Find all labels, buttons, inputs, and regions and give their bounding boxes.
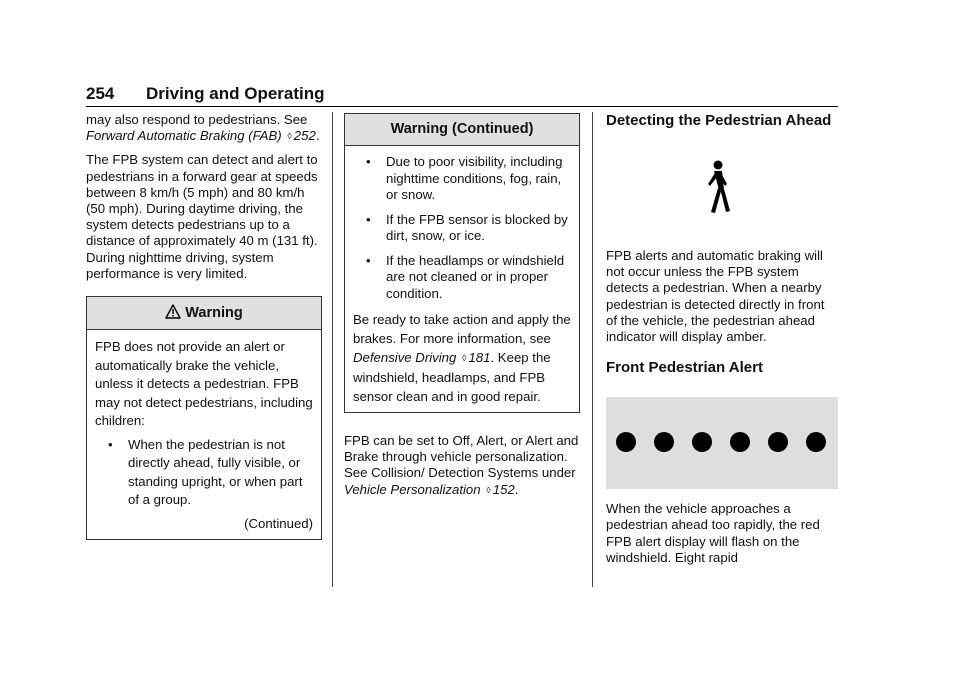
warning-text-a: Be ready to take action and apply the brakes. For more information, see bbox=[353, 312, 571, 346]
warning-text: FPB does not provide an alert or automatically brake the vehicle, unless it detects a pedestrian. FPB may not detect pedestrians, including children: bbox=[95, 339, 313, 429]
page-number: 254 bbox=[86, 84, 115, 103]
warning-triangle-icon bbox=[165, 304, 181, 319]
bullet-icon: • bbox=[366, 154, 371, 169]
warning-continued-box bbox=[344, 113, 580, 413]
intro-paragraph bbox=[86, 112, 322, 144]
alert-dot bbox=[768, 432, 788, 452]
xref-page-vehicle-personalization[interactable]: 152 bbox=[492, 481, 515, 497]
list-item bbox=[95, 436, 313, 510]
personalization-end: . bbox=[514, 481, 519, 497]
intro-end: . bbox=[315, 128, 320, 144]
xref-link-vehicle-personalization[interactable]: Vehicle Personalization bbox=[344, 481, 481, 497]
list-item bbox=[353, 212, 571, 245]
xref-arrow-icon: ◊ bbox=[287, 131, 292, 142]
bullet-icon: • bbox=[366, 252, 371, 268]
alert-dots-icon bbox=[606, 397, 838, 489]
xref-page-defensive-driving[interactable]: 181 bbox=[468, 350, 491, 365]
bullet-text: Due to poor visibility, including nighttime conditions, fog, rain, or snow. bbox=[386, 154, 563, 202]
warning-text-b: . Keep the windshield, headlamps, and FPB sensor clean and in good repair. bbox=[353, 350, 551, 404]
list-item bbox=[353, 253, 571, 303]
page-header bbox=[86, 84, 838, 107]
warning-continued-header: Warning (Continued) bbox=[345, 114, 579, 146]
detecting-paragraph: FPB alerts and automatic braking will not occur unless the FPB system detects a pedestrian. When a nearby pedestrian is detected directly in front of the vehicle, the pedestrian ahead indicator will display amber. bbox=[606, 248, 825, 345]
personalization-paragraph bbox=[344, 433, 580, 498]
bullet-text: If the headlamps or windshield are not cleaned or in proper condition. bbox=[386, 252, 565, 301]
warning-continued-text bbox=[353, 310, 571, 406]
bullet-icon: • bbox=[108, 436, 113, 452]
bullet-text: If the FPB sensor is blocked by dirt, snow, or ice. bbox=[386, 211, 568, 243]
xref-arrow-icon: ◊ bbox=[462, 353, 467, 363]
xref-page-fab[interactable]: 252 bbox=[293, 128, 316, 144]
alert-dot bbox=[692, 432, 712, 452]
alert-dot bbox=[616, 432, 636, 452]
warning-header bbox=[87, 297, 321, 330]
warning-bullet-list bbox=[353, 154, 571, 302]
column-2 bbox=[344, 113, 580, 506]
column-1 bbox=[86, 112, 322, 540]
speed-range-paragraph: The FPB system can detect and alert to pedestrians in a forward gear at speeds between 8 km/h (5 mph) and 80 km/h (50 mph). During daytime driving, the system detects pedestrians up to a distance of approximately 40 m (131 ft). During nighttime driving, system performance is very limited. bbox=[86, 152, 318, 281]
xref-arrow-icon: ◊ bbox=[486, 484, 491, 495]
alert-dot bbox=[806, 432, 826, 452]
section-title-detecting-pedestrian: Detecting the Pedestrian Ahead bbox=[606, 112, 832, 129]
page-heading: Driving and Operating bbox=[146, 84, 325, 103]
pedestrian-icon bbox=[697, 160, 737, 216]
warning-title: Warning bbox=[185, 305, 243, 322]
section-title-front-pedestrian-alert: Front Pedestrian Alert bbox=[606, 359, 763, 377]
warning-bullet-list bbox=[95, 436, 313, 510]
warning-body bbox=[87, 330, 321, 539]
warning-continued-body bbox=[345, 146, 579, 412]
intro-text: may also respond to pedestrians. See bbox=[86, 112, 308, 127]
xref-link-defensive-driving[interactable]: Defensive Driving bbox=[353, 350, 457, 365]
xref-link-fab[interactable]: Forward Automatic Braking (FAB) bbox=[86, 128, 282, 144]
personalization-text: FPB can be set to Off, Alert, or Alert and Brake through vehicle personalization. See Collision/ Detection Systems under bbox=[344, 433, 579, 481]
column-3 bbox=[606, 112, 838, 574]
alert-dot bbox=[730, 432, 750, 452]
continued-label: (Continued) bbox=[244, 515, 313, 531]
column-divider-1 bbox=[332, 112, 333, 587]
list-item bbox=[353, 154, 571, 204]
bullet-icon: • bbox=[366, 211, 371, 227]
column-divider-2 bbox=[592, 112, 593, 587]
bullet-text: When the pedestrian is not directly ahead, fully visible, or standing upright, or when part of a group. bbox=[128, 436, 303, 508]
alert-dot bbox=[654, 432, 674, 452]
warning-box bbox=[86, 296, 322, 540]
front-alert-paragraph: When the vehicle approaches a pedestrian ahead too rapidly, the red FPB alert display will flash on the windshield. Eight rapid bbox=[606, 501, 820, 565]
pedestrian-figure bbox=[606, 138, 838, 248]
